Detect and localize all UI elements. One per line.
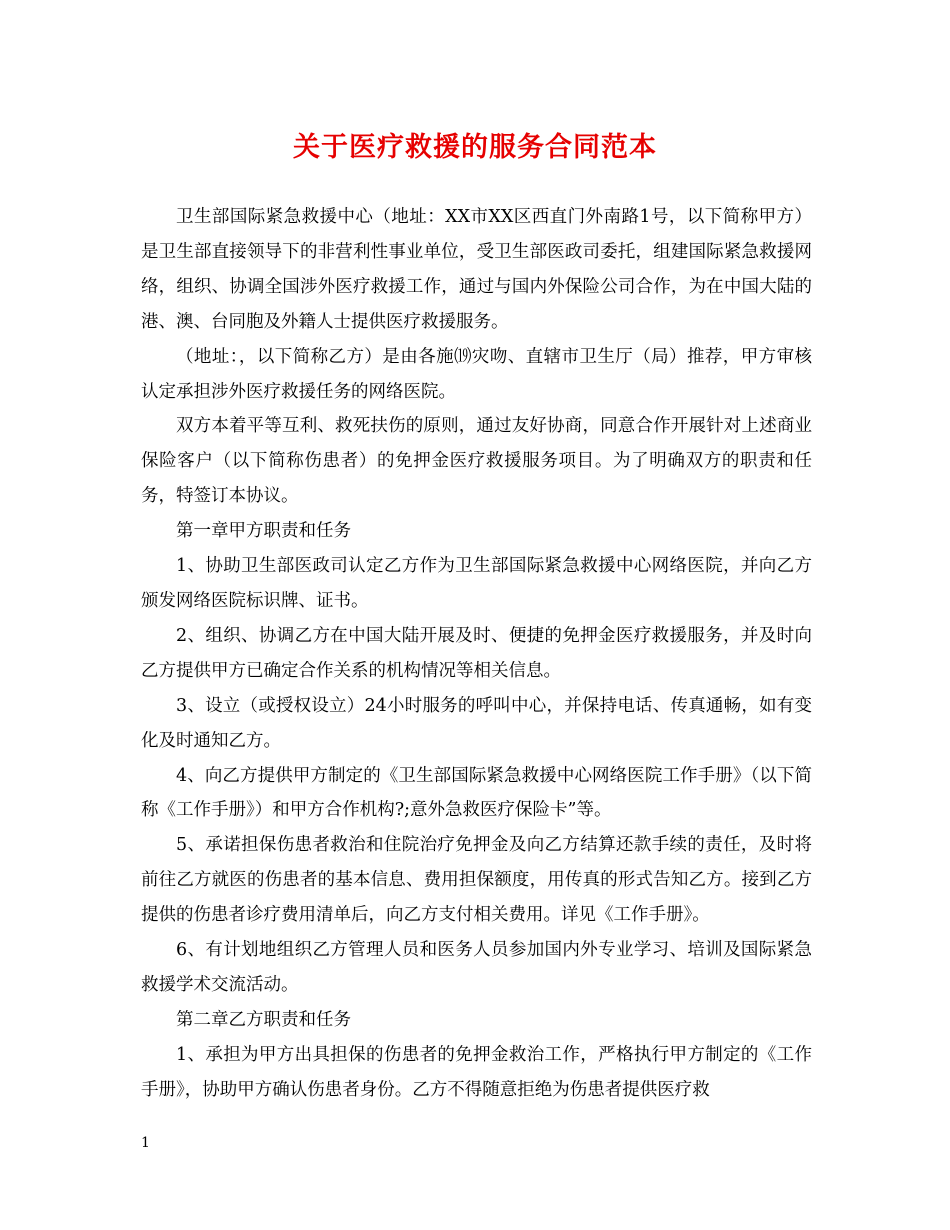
page-number: 1 <box>141 1135 150 1151</box>
clause-1-3: 3、设立（或授权设立）24小时服务的呼叫中心，并保持电话、传真通畅，如有变化及时通知乙方。 <box>141 695 812 751</box>
clause-1-2: 2、组织、协调乙方在中国大陆开展及时、便捷的免押金医疗救援服务，并及时向乙方提供甲方已确定合作关系的机构情况等相关信息。 <box>141 625 812 681</box>
document-body <box>141 200 812 1108</box>
clause-2-1: 1、承担为甲方出具担保的伤患者的免押金救治工作，严格执行甲方制定的《工作手册》，协助甲方确认伤患者身份。乙方不得随意拒绝为伤患者提供医疗救 <box>141 1044 812 1100</box>
clause-1-1: 1、协助卫生部医政司认定乙方作为卫生部国际紧急救援中心网络医院，并向乙方颁发网络医院标识牌、证书。 <box>141 556 812 611</box>
paragraph-party-b: （地址：，以下简称乙方）是由各施⒆灾吻、直辖市卫生厅（局）推荐，甲方审核认定承担涉外医疗救援任务的网络医院。 <box>141 346 812 402</box>
clause-1-4: 4、向乙方提供甲方制定的《卫生部国际紧急救援中心网络医院工作手册》（以下简称《工作手册》）和甲方合作机构?;意外急救医疗保险卡”等。 <box>141 765 812 821</box>
chapter-two-heading: 第二章乙方职责和任务 <box>176 1009 351 1030</box>
clause-1-5: 5、承诺担保伤患者救治和住院治疗免押金及向乙方结算还款手续的责任，及时将前往乙方就医的伤患者的基本信息、费用担保额度，用传真的形式告知乙方。接到乙方提供的伤患者诊疗费用清单后，向乙方支付相关费用。详见《工作手册》。 <box>141 835 812 926</box>
paragraph-intro: 卫生部国际紧急救援中心（地址：XX市XX区西直门外南路1号，以下简称甲方）是卫生部直接领导下的非营利性事业单位，受卫生部医政司委托，组建国际紧急救援网络，组织、协调全国涉外医疗救援工作，通过与国内外保险公司合作，为在中国大陆的港、澳、台同胞及外籍人士提供医疗救援服务。 <box>141 207 812 332</box>
document-title: 关于医疗救援的服务合同范本 <box>293 132 657 163</box>
chapter-one-heading: 第一章甲方职责和任务 <box>176 521 351 542</box>
paragraph-purpose: 双方本着平等互利、救死扶伤的原则，通过友好协商，同意合作开展针对上述商业保险客户（以下简称伤患者）的免押金医疗救援服务项目。为了明确双方的职责和任务，特签订本协议。 <box>141 416 812 507</box>
clause-1-6: 6、有计划地组织乙方管理人员和医务人员参加国内外专业学习、培训及国际紧急救援学术交流活动。 <box>141 940 812 995</box>
